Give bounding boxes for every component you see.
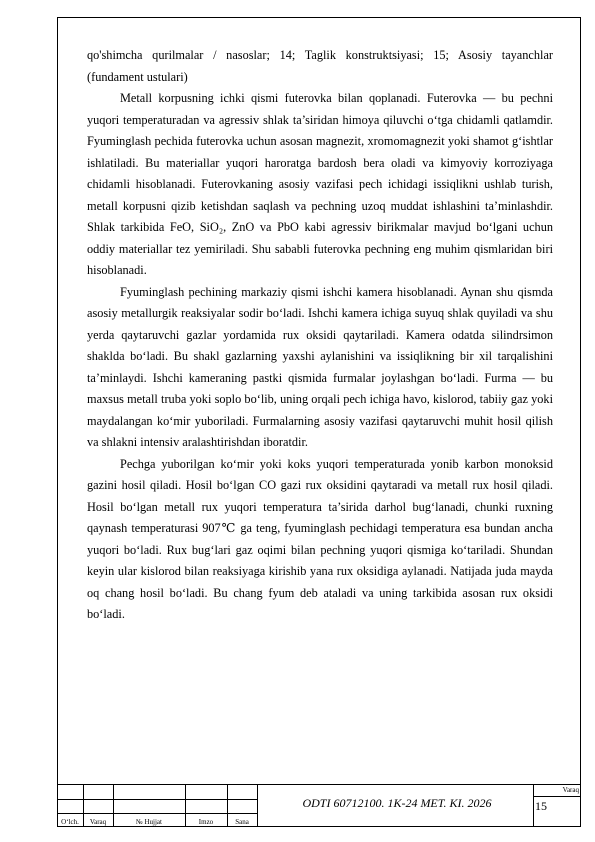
stamp-label-imzo: Imzo	[198, 818, 214, 826]
stamp-label-sana: Sana	[235, 818, 249, 826]
sheet-label: Varaq	[562, 786, 579, 794]
paragraph-ishchi-kamera: Fyuminglash pechining markaziy qismi ishchi kamera hisoblanadi. Aynan shu qismda asosiy metallurgik reaksiyalar sodir bo‘ladi. Ishchi kamera ichiga suyuq shlak quyiladi va shu yerda qaytaruvchi gazlar yordamida rux oksidi qaytariladi. Kamera odatda silindrsimon shaklda bo‘ladi. Bu shakl gazlarning yaxshi aylanishini va issiqlikning bir xil tarqalishini ta’minlaydi. Ishchi kameraning pastki qismida furmalar joylashgan bo‘ladi. Furma — bu maxsus metall truba yoki soplo bo‘lib, uning orqali pech ichiga havo, kislorod, tabiiy gaz yoki maydalangan ko‘mir yuboriladi. Furmalarning asosiy vazifasi qaytaruvchi muhit hosil qilish va shlakni intensiv aralashtirishdan iboratdir.	[87, 284, 553, 449]
paragraph-rux-qaytarilishi: Pechga yuborilgan ko‘mir yoki koks yuqori temperaturada yonib karbon monoksid gazini hosil qiladi. Hosil bo‘lgan CO gazi rux oksidini qaytaradi va metall rux hosil qiladi. Hosil bo‘lgan metall rux yuqori temperatura ta’sirida darhol bug‘lanadi, chunki ruxning qaynash temperaturasi 907℃ ga teng, fyuminglash pechidagi temperatura esa bundan ancha yuqori bo‘ladi. Rux bug‘lari gaz oqimi bilan pechning yuqori qismiga ko‘tariladi. Shundan keyin ular kislorod bilan reaksiyaga kirishib yana rux oksidiga aylanadi. Natijada juda mayda oq chang hosil bo‘ladi. Bu chang fyum deb ataladi va uning tarkibida asosan rux oksidi bo‘ladi.	[87, 456, 553, 621]
document-body	[87, 45, 553, 626]
stamp-label-varaq: Varaq	[89, 818, 107, 826]
stamp-label-olch: O‘lch.	[61, 818, 79, 826]
paragraph-continuation: qo'shimcha qurilmalar / nasoslar; 14; Taglik konstruktsiyasi; 15; Asosiy tayanchlar (fundament ustulari)	[87, 48, 553, 84]
document-code: ODTI 60712100. 1K-24 MET. KI. 2026	[302, 796, 492, 810]
stamp-label-hujjat: № Hujjat	[136, 818, 162, 826]
page-number: 15	[535, 799, 547, 813]
paragraph-futerovka: Metall korpusning ichki qismi futerovka bilan qoplanadi. Futerovka — bu pechni yuqori temperaturadan va agressiv shlak ta’siridan himoya qiluvchi o‘tga chidamli qatlamdir. Fyuminglash pechida futerovka uchun asosan magnezit, xromomagnezit yoki shamot g‘ishtlar ishlatiladi. Bu materiallar yuqori haroratga bardosh bera oladi va kimyoviy korroziyaga chidamli hisoblanadi. Futerovkaning asosiy vazifasi pech ichidagi issiqlikni ushlab turish, metall korpusni qizib ketishdan saqlash va pechning uzoq muddat ishlashini ta’minlashdir. Shlak tarkibida FeO, SiO₂, ZnO va PbO kabi agressiv birikmalar mavjud bo‘lgani uchun oddiy materiallar tez yemiriladi. Shu sababli futerovka pechning eng muhim qismlaridan biri hisoblanadi.	[87, 91, 553, 277]
title-block	[57, 784, 581, 827]
